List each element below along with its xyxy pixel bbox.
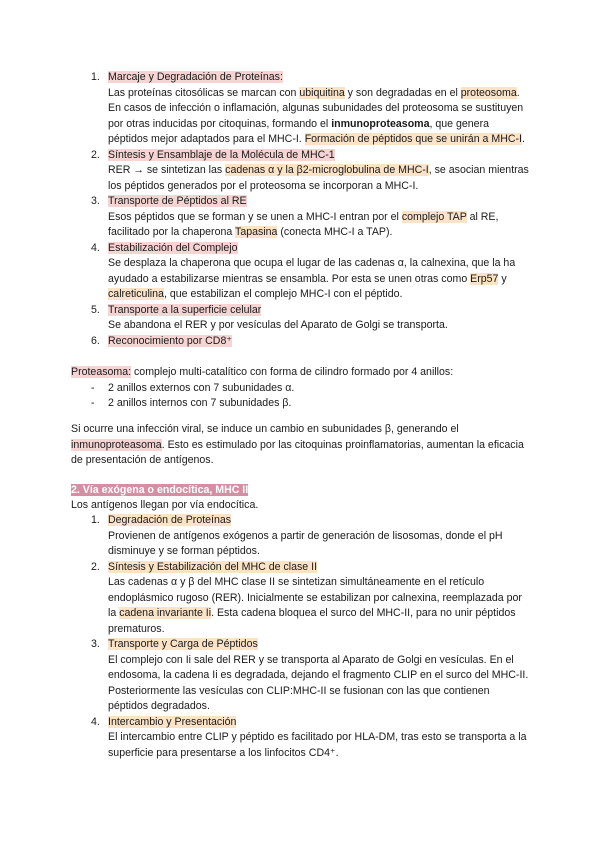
item-body: Las proteínas citosólicas se marcan con ubiquitina y son degradadas en el proteosoma. En casos de infección o inflamación, algunas subunidades del proteosoma se sustituyen por otras inducidas por citoquinas, formando el inmunoproteasoma, que genera péptidos mejor adaptados para el MHC-I. Formación de péptidos que se unirán a MHC-I.: [108, 86, 525, 145]
list-item: [71, 194, 531, 241]
list-item: [71, 241, 531, 303]
list-item: - 2 anillos externos con 7 subunidades α.: [71, 381, 531, 397]
section-heading: [71, 483, 531, 499]
list-item: [71, 715, 531, 762]
item-body: Se desplaza la chaperona que ocupa el lugar de las cadenas α, la calnexina, que la ha ayudado a estabilizarse mientras se ensambla. Por esta se unen otras como Erp57 y calreticulina, que estabilizan el complejo MHC-I con el péptido.: [108, 257, 516, 300]
section2-heading: 2. Vía exógena o endocítica, MHC II: [71, 484, 249, 496]
item-title: Síntesis y Ensamblaje de la Molécula de MHC-1: [108, 148, 335, 161]
item-number: 2.: [91, 148, 100, 161]
list-item: [71, 303, 531, 334]
dash-bullet: -: [91, 381, 95, 394]
item-number: 1.: [91, 514, 100, 526]
item-number: 4.: [91, 715, 100, 728]
item-number: 2.: [91, 560, 100, 573]
list-item: [71, 513, 531, 560]
proteasoma-text: Proteasoma: complejo multi-catalítico con forma de cilindro formado por 4 anillos:: [71, 366, 454, 378]
item-title: Degradación de Proteínas: [108, 514, 232, 526]
item-number: 3.: [91, 195, 100, 207]
list-item: [71, 334, 531, 350]
item-title: Transporte de Péptidos al RE: [108, 195, 247, 207]
mhc2-pathway-list: [71, 513, 531, 761]
list-item: [71, 637, 531, 715]
proteasoma-term: Proteasoma:: [71, 366, 132, 378]
mhc1-pathway-list: [71, 70, 531, 349]
item-number: 4.: [91, 241, 100, 254]
dash-bullet: -: [91, 397, 95, 409]
item-body: Esos péptidos que se forman y se unen a MHC-I entran por el complejo TAP al RE, facilitado por la chaperona Tapasina (conecta MHC-I a TAP).: [108, 210, 499, 238]
item-number: 1.: [91, 71, 100, 83]
item-title: Reconocimiento por CD8⁺: [108, 334, 232, 347]
item-body: El intercambio entre CLIP y péptido es facilitado por HLA-DM, tras esto se transporta a la superficie para presentarse a los linfocitos CD4⁺.: [108, 731, 527, 759]
item-body: Se abandona el RER y por vesículas del Aparato de Golgi se transporta.: [108, 319, 448, 331]
section2-intro: Los antígenos llegan por vía endocítica.: [71, 499, 259, 511]
item-body: Las cadenas α y β del MHC clase II se sintetizan simultáneamente en el retículo endoplásmico rugoso (RER). Inicialmente se estabilizan por calnexina, reemplazada por la cadena invariante Ii. Esta cadena bloquea el surco del MHC-II, para no unir péptidos prematuros.: [108, 576, 522, 635]
item-title: Síntesis y Estabilización del MHC de clase II: [108, 560, 318, 573]
list-item: [71, 560, 531, 638]
item-title: Estabilización del Complejo: [108, 241, 238, 254]
list-item: - 2 anillos internos con 7 subunidades β.: [71, 396, 531, 412]
item-number: 5.: [91, 303, 100, 316]
item-number: 6.: [91, 334, 100, 347]
item-title: Intercambio y Presentación: [108, 715, 237, 728]
item-title: Transporte y Carga de Péptidos: [108, 638, 258, 650]
list-item: [71, 148, 531, 195]
item-body: El complejo con Ii sale del RER y se transporta al Aparato de Golgi en vesículas. En el endosoma, la cadena Ii es degradada, dejando el fragmento CLIP en el surco del MHC-II. Posteriormente las vesículas con CLIP:MHC-II se fusionan con las que contienen péptidos degradados.: [108, 653, 529, 712]
item-title: Transporte a la superficie celular: [108, 303, 262, 316]
list-item: [71, 70, 531, 148]
item-title: Marcaje y Degradación de Proteínas:: [108, 71, 283, 83]
item-body: RER → se sintetizan las cadenas α y la β2-microglobulina de MHC-I, se asocian mientras los péptidos generados por el proteosoma se incorporan a MHC-I.: [108, 164, 529, 192]
proteasoma-definition: [71, 365, 531, 412]
item-body: Provienen de antígenos exógenos a partir de generación de lisosomas, donde el pH disminuye y se forman péptidos.: [108, 529, 503, 557]
item-number: 3.: [91, 638, 100, 650]
viral-infection-paragraph: Si ocurre una infección viral, se induce un cambio en subunidades β, generando el inmunoproteasoma. Esto es estimulado por las citoquinas proinflamatorias, aumentan la eficacia de presentación de antígenos.: [71, 423, 524, 466]
